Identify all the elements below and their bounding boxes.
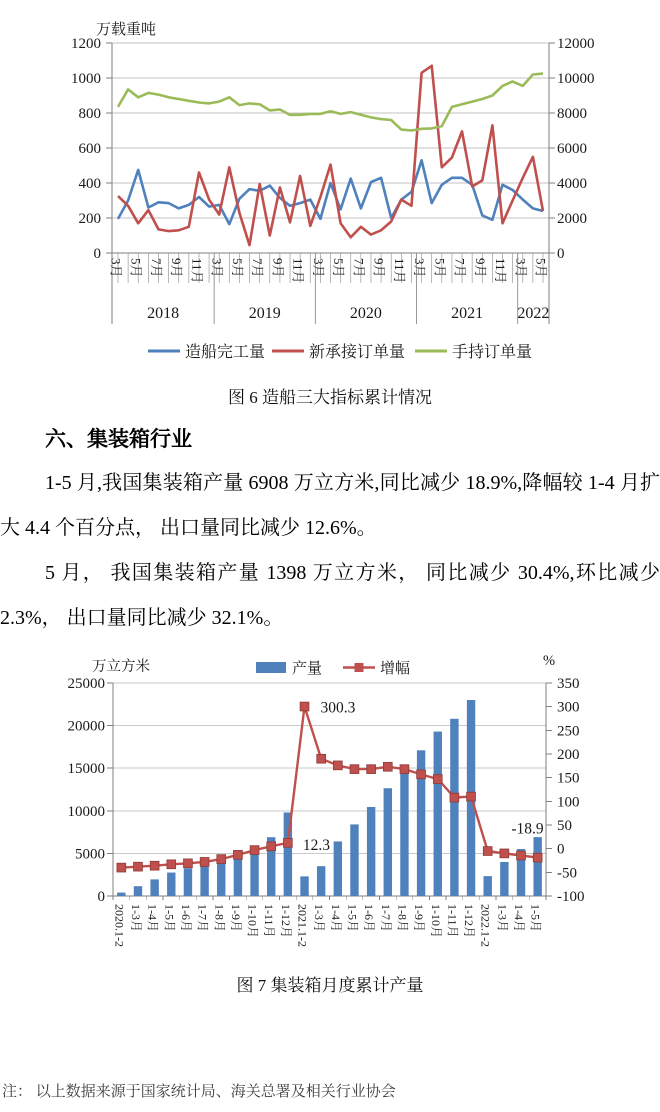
left-axis-tick-label: 200	[78, 211, 101, 227]
legend-label: 手持订单量	[452, 344, 533, 361]
month-tick-label: 9月	[169, 258, 185, 278]
category-label: 1-4月	[512, 904, 527, 932]
production-bar	[150, 879, 158, 896]
growth-marker	[117, 863, 126, 872]
category-label: 1-5月	[345, 904, 360, 932]
production-bar	[167, 873, 175, 896]
growth-marker	[217, 855, 226, 864]
growth-marker	[433, 775, 442, 784]
production-bar	[134, 886, 142, 896]
paragraph-cumulative: 1-5 月,我国集装箱产量 6908 万立方米,同比减少 18.9%,降幅较 1-4 月扩大 4.4 个百分点， 出口量同比减少 12.6%。	[0, 472, 660, 539]
month-tick-label: 5月	[331, 258, 347, 278]
month-tick-label: 5月	[533, 258, 549, 278]
category-label: 1-8月	[212, 904, 227, 932]
category-label: 1-3月	[495, 904, 510, 932]
growth-marker	[450, 793, 459, 802]
production-bar	[250, 848, 258, 896]
category-label: 2020.1-2	[112, 904, 127, 947]
category-label: 1-5月	[162, 904, 177, 932]
production-bar	[384, 788, 392, 896]
body-text	[0, 461, 660, 641]
right-axis-tick-label: 350	[557, 676, 580, 692]
production-bar	[234, 854, 242, 896]
category-label: 1-7月	[378, 904, 393, 932]
production-bar	[317, 866, 325, 896]
year-label: 2022	[517, 305, 550, 322]
category-label: 1-3月	[128, 904, 143, 932]
production-bar	[450, 719, 458, 896]
category-label: 1-11月	[262, 904, 277, 938]
right-axis-tick-label: 6000	[557, 141, 587, 157]
month-tick-label: 11月	[493, 258, 509, 284]
month-tick-label: 7月	[351, 258, 367, 278]
growth-marker	[283, 838, 292, 847]
left-axis-tick-label: 0	[93, 246, 101, 262]
right-axis-tick-label: 0	[557, 246, 565, 262]
month-tick-label: 5月	[128, 258, 144, 278]
year-label: 2020	[349, 305, 382, 322]
production-bar	[533, 837, 541, 896]
category-label: 2022.1-2	[478, 904, 493, 947]
month-tick-label: 7月	[148, 258, 164, 278]
category-label: 1-5月	[528, 904, 543, 932]
right-axis-tick-label: 200	[557, 747, 580, 763]
legend-label: 造船完工量	[185, 344, 266, 361]
left-axis-tick-label: 0	[97, 889, 105, 905]
left-axis-tick-label: 600	[78, 141, 101, 157]
right-axis-unit-label: %	[543, 653, 556, 669]
legend-label: 新承接订单量	[309, 344, 406, 361]
growth-marker	[200, 858, 209, 867]
category-label: 2021.1-2	[295, 904, 310, 947]
series-line	[118, 74, 543, 131]
growth-marker	[533, 853, 542, 862]
right-axis-tick-label: 12000	[557, 36, 595, 52]
production-bar	[400, 772, 408, 896]
growth-marker	[383, 762, 392, 771]
category-label: 1-6月	[362, 904, 377, 932]
growth-marker	[167, 860, 176, 869]
category-label: 1-10月	[245, 904, 260, 938]
production-bar	[500, 862, 508, 896]
year-label: 2018	[147, 305, 180, 322]
growth-marker	[317, 754, 326, 763]
month-tick-label: 5月	[229, 258, 245, 278]
right-axis-tick-label: 150	[557, 770, 580, 787]
right-axis-tick-label: 250	[557, 723, 580, 740]
left-axis-tick-label: 20000	[67, 718, 105, 735]
category-label: 1-10月	[428, 904, 443, 938]
month-tick-label: 3月	[310, 258, 326, 278]
category-label: 1-12月	[278, 904, 293, 938]
data-source-note: 注： 以上数据来源于国家统计局、海关总署及相关行业协会	[2, 1084, 396, 1100]
category-label: 1-12月	[462, 904, 477, 938]
legend-bar-swatch	[256, 662, 286, 673]
month-tick-label: 9月	[371, 258, 387, 278]
production-bar	[300, 876, 308, 896]
right-axis-tick-label: 4000	[557, 176, 587, 192]
growth-marker	[350, 765, 359, 774]
category-label: 1-7月	[195, 904, 210, 932]
right-axis-tick-label: 2000	[557, 211, 587, 227]
category-label: 1-8月	[395, 904, 410, 932]
growth-marker	[467, 792, 476, 801]
month-tick-label: 3月	[209, 258, 225, 278]
growth-marker	[367, 765, 376, 774]
production-bar	[117, 893, 125, 896]
month-tick-label: 7月	[250, 258, 266, 278]
data-label: 12.3	[302, 836, 330, 854]
left-axis-unit-label: 万载重吨	[96, 22, 157, 38]
paragraph-monthly: 5 月， 我国集装箱产量 1398 万立方米， 同比减少 30.4%,环比减少 2.3%， 出口量同比减少 32.1%。	[0, 562, 660, 629]
category-label: 1-4月	[328, 904, 343, 932]
left-axis-tick-label: 1000	[71, 71, 101, 87]
growth-marker	[400, 765, 409, 774]
legend-label: 增幅	[380, 661, 411, 677]
growth-marker	[417, 770, 426, 779]
section-heading: 六、集装箱行业	[45, 428, 192, 451]
left-axis-tick-label: 15000	[67, 761, 105, 778]
right-axis-tick-label: 50	[557, 818, 572, 834]
month-tick-label: 11月	[189, 258, 205, 284]
category-label: 1-9月	[412, 904, 427, 932]
month-tick-label: 9月	[270, 258, 286, 278]
production-bar	[200, 865, 208, 896]
growth-marker	[184, 859, 193, 868]
month-tick-label: 5月	[432, 258, 448, 278]
growth-marker	[333, 761, 342, 770]
right-axis-tick-label: -50	[557, 865, 577, 882]
category-label: 1-4月	[145, 904, 160, 932]
year-label: 2019	[248, 305, 281, 322]
production-bar	[184, 868, 192, 896]
month-tick-label: 11月	[391, 258, 407, 284]
left-axis-tick-label: 1200	[71, 36, 101, 52]
growth-marker	[150, 861, 159, 870]
right-axis-tick-label: -100	[557, 889, 585, 905]
year-label: 2021	[451, 305, 484, 322]
legend-label: 产量	[292, 661, 323, 677]
right-axis-tick-label: 8000	[557, 106, 587, 122]
left-axis-tick-label: 25000	[67, 676, 105, 692]
figure7-caption: 图 7 集装箱月度累计产量	[236, 976, 424, 995]
production-bar	[334, 841, 342, 896]
production-bar	[484, 876, 492, 896]
growth-marker	[300, 702, 309, 711]
right-axis-tick-label: 0	[557, 841, 565, 858]
category-label: 1-6月	[178, 904, 193, 932]
right-axis-tick-label: 100	[557, 794, 580, 811]
growth-marker	[267, 842, 276, 851]
production-bar	[217, 861, 225, 896]
right-axis-tick-label: 300	[557, 699, 580, 716]
left-axis-tick-label: 10000	[67, 803, 105, 820]
right-axis-tick-label: 10000	[557, 71, 595, 87]
left-axis-unit-label: 万立方米	[92, 659, 150, 675]
growth-marker	[234, 850, 243, 859]
production-bar	[350, 824, 358, 896]
month-tick-label: 3月	[513, 258, 529, 278]
shipbuilding-indicators-chart	[0, 6, 660, 372]
category-label: 1-11月	[445, 904, 460, 938]
figure6-caption: 图 6 造船三大指标累计情况	[228, 388, 432, 407]
month-tick-label: 9月	[472, 258, 488, 278]
legend-marker-swatch	[355, 663, 364, 672]
growth-marker	[134, 862, 143, 871]
growth-marker	[250, 846, 259, 855]
left-axis-tick-label: 400	[78, 176, 101, 192]
category-label: 1-3月	[312, 904, 327, 932]
growth-marker	[517, 851, 526, 860]
container-output-chart	[0, 648, 660, 984]
growth-marker	[483, 847, 492, 856]
left-axis-tick-label: 5000	[75, 846, 105, 863]
production-bar	[367, 807, 375, 896]
data-label: 300.3	[320, 699, 356, 717]
growth-marker	[500, 849, 509, 858]
month-tick-label: 3月	[108, 258, 124, 278]
month-tick-label: 7月	[452, 258, 468, 278]
month-tick-label: 3月	[412, 258, 428, 278]
production-bar	[434, 732, 442, 896]
category-label: 1-9月	[228, 904, 243, 932]
left-axis-tick-label: 800	[78, 106, 101, 122]
data-label: -18.9	[511, 820, 544, 838]
month-tick-label: 11月	[290, 258, 306, 284]
